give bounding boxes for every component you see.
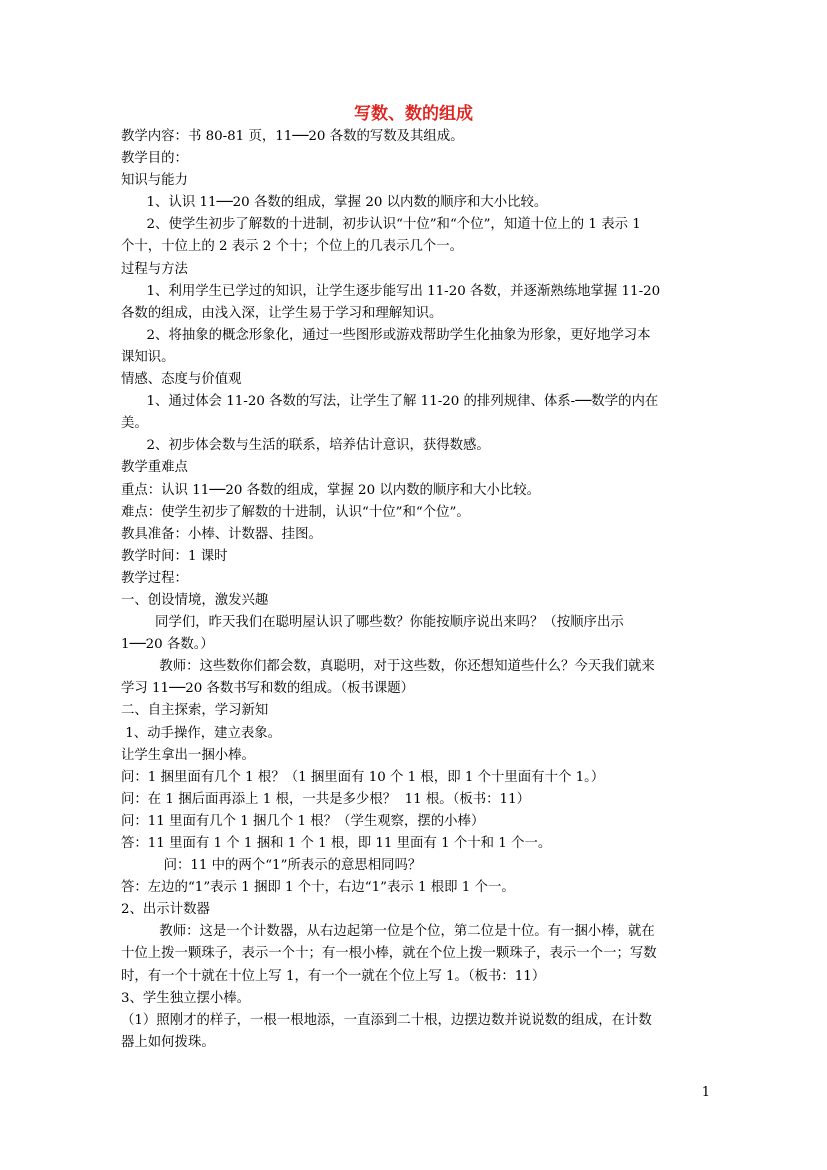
text-line: 1、利用学生已学过的知识，让学生逐步能写出 11-20 各数，并逐渐熟练地掌握 11-20 (121, 283, 661, 299)
text-line: 1──20 各数。） (121, 637, 214, 653)
text-line: 2、使学生初步了解数的十进制，初步认识“十位”和“个位”，知道十位上的 1 表示 1 (121, 217, 641, 233)
text-line: 2、将抽象的概念形象化，通过一些图形或游戏帮助学生化抽象为形象，更好地学习本 (121, 327, 651, 343)
text-line: 同学们，昨天我们在聪明屋认识了哪些数？你能按顺序说出来吗？（按顺序出示 (121, 615, 624, 631)
text-line: 1、动手操作，建立表象。 (121, 725, 282, 741)
text-line: 答：11 里面有 1 个 1 捆和 1 个 1 根，即 11 里面有 1 个十和 1 个一。 (121, 836, 552, 851)
document-title: 写数、数的组成 (354, 104, 473, 124)
text-line: 教学过程： (121, 570, 188, 586)
text-line: 时，有一个十就在十位上写 1，有一个一就在个位上写 1。（板书：11） (121, 968, 546, 984)
text-line: 2、出示计数器 (121, 902, 210, 918)
text-line: 各数的组成，由浅入深，让学生易于学习和理解知识。 (121, 305, 443, 321)
text-line: 十位上拨一颗珠子，表示一个十；有一根小棒，就在个位上拨一颗珠子，表示一个一；写数 (121, 946, 657, 962)
text-line: 让学生拿出一捆小棒。 (121, 747, 255, 763)
text-line: 教学内容：书 80-81 页，11──20 各数的写数及其组成。 (121, 129, 464, 144)
text-line: 教学重难点 (121, 460, 188, 476)
text-line: 教具准备：小棒、计数器、挂图。 (121, 526, 322, 542)
text-line: 教学目的： (121, 151, 188, 167)
text-line: 美。 (121, 416, 148, 432)
text-line: 难点：使学生初步了解数的十进制，认识“十位”和“个位”。 (121, 504, 470, 520)
text-line: 情感、态度与价值观 (121, 372, 242, 388)
text-line: 教师：这些数你们都会数，真聪明，对于这些数，你还想知道些什么？今天我们就来 (121, 659, 655, 675)
text-line: 问：在 1 捆后面再添上 1 根，一共是多少根？ 11 根。（板书：11） (121, 791, 530, 807)
page-number: 1 (701, 1085, 710, 1100)
text-line: 教学时间：1 课时 (121, 548, 228, 564)
document-body (121, 126, 711, 1054)
text-line: 1、认识 11──20 各数的组成，掌握 20 以内数的顺序和大小比较。 (121, 195, 548, 211)
text-line: 知识与能力 (121, 173, 188, 189)
text-line: 学习 11──20 各数书写和数的组成。（板书课题） (121, 681, 415, 697)
text-line: 个十，十位上的 2 表示 2 个十；个位上的几表示几个一。 (121, 239, 464, 255)
text-line: （1）照刚才的样子，一根一根地添，一直添到二十根，边摆边数并说说数的组成，在计数 (121, 1012, 652, 1028)
text-line: 重点：认识 11──20 各数的组成，掌握 20 以内数的顺序和大小比较。 (121, 482, 541, 498)
text-line: 二、自主探索，学习新知 (121, 703, 269, 719)
text-line: 问：11 中的两个“1”所表示的意思相同吗？ (121, 858, 422, 874)
text-line: 2、初步体会数与生活的联系，培养估计意识，获得数感。 (121, 438, 490, 454)
text-line: 课知识。 (121, 349, 175, 365)
text-line: 问：1 捆里面有几个 1 根？（1 捆里面有 10 个 1 根，即 1 个十里面有十个 1。） (121, 769, 605, 785)
text-line: 一、创设情境，激发兴趣 (121, 592, 269, 608)
text-line: 3、学生独立摆小棒。 (121, 990, 251, 1006)
text-line: 过程与方法 (121, 261, 188, 277)
text-line: 1、通过体会 11-20 各数的写法，让学生了解 11-20 的排列规律、体系-──数学的内在 (121, 394, 659, 410)
text-line: 器上如何拨珠。 (121, 1034, 215, 1050)
text-line: 教师：这是一个计数器，从右边起第一位是个位，第二位是十位。有一捆小棒，就在 (121, 924, 655, 940)
text-line: 答：左边的“1”表示 1 捆即 1 个十，右边“1”表示 1 根即 1 个一。 (121, 880, 515, 896)
text-line: 问：11 里面有几个 1 捆几个 1 根？（学生观察，摆的小棒） (121, 813, 485, 829)
